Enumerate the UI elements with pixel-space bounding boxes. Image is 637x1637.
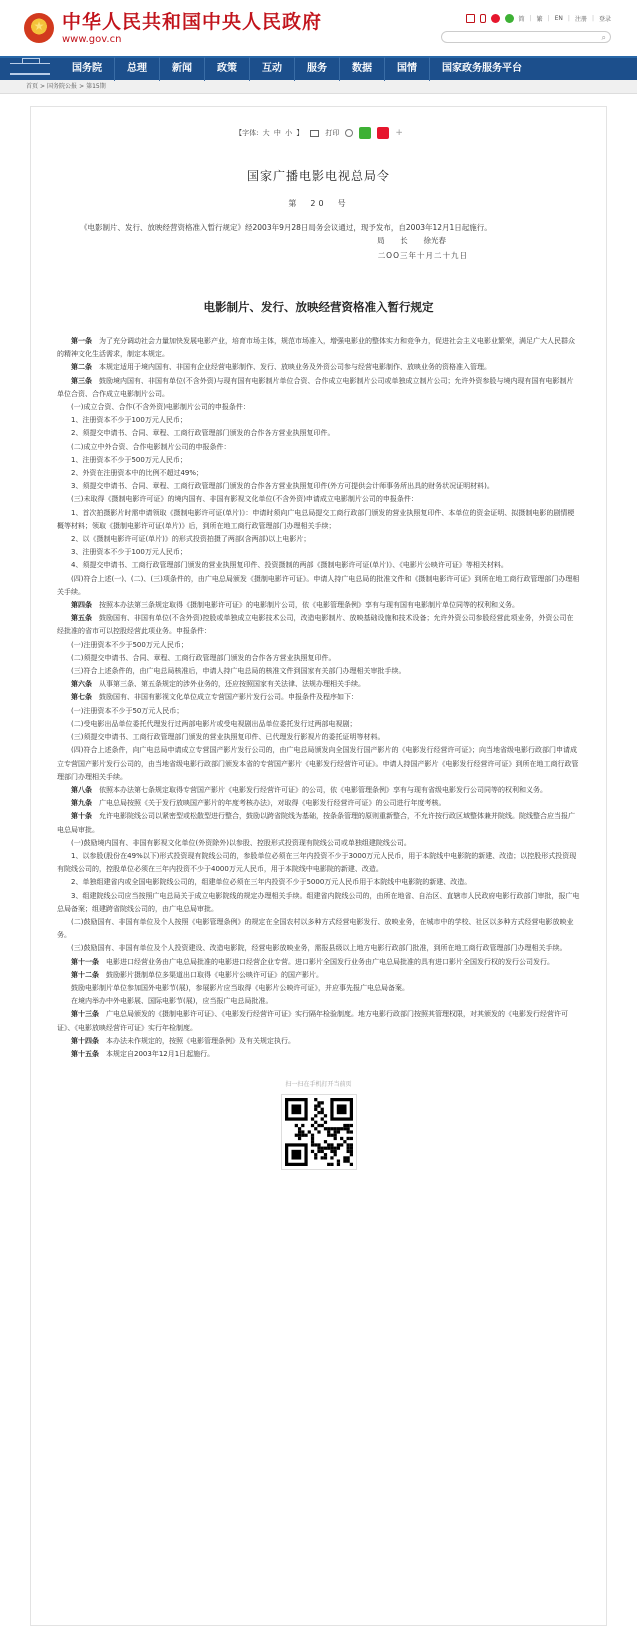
lang-simplified-link[interactable]: 简 bbox=[518, 16, 525, 23]
mail-icon[interactable] bbox=[466, 14, 475, 23]
regulation-paragraph bbox=[57, 427, 580, 440]
nav-item-data[interactable]: 数据 bbox=[340, 57, 385, 81]
regulation-paragraph bbox=[57, 507, 580, 533]
paragraph-text: 依照本办法第七条规定取得专营国产影片《电影发行经营许可证》的公司，依《电影管理条例》享有与现有省级电影发行公司同等的权利和义务。 bbox=[99, 785, 547, 794]
regulation-paragraph bbox=[57, 956, 580, 969]
regulation-paragraph bbox=[57, 454, 580, 467]
regulation-paragraph bbox=[57, 797, 580, 810]
paragraph-text: (四)符合上述条件，向广电总局申请成立专营国产影片发行公司的，由广电总局颁发向全国发行国产影片的《电影发行经营许可证》；向当地省级电影行政部门申请成立专营国产影片发行公司的，由当地省级电影行政部门颁发本省的专营国产影片《电影发行经营许可证》。申请人持国产影片《电影发行经营许可证》到所在地工商行政管理部门办理相关手续。 bbox=[57, 746, 579, 781]
breadcrumb-separator: > bbox=[79, 83, 85, 90]
regulation-paragraph bbox=[57, 995, 580, 1008]
regulation-paragraph bbox=[57, 982, 580, 995]
regulation-paragraph bbox=[57, 665, 580, 678]
regulation-body bbox=[31, 335, 606, 1061]
paragraph-text: 1、以参股(股份在49%以下)形式投资现有院线公司的，参股单位必须在三年内投资不少于3000万元人民币，用于本院线中电影院的新建、改造；以控股形式投资现有院线公司的，控股单位必须在三年内投资不少于4000万元人民币，用于本院线中电影院的新建、改造。 bbox=[57, 851, 577, 874]
font-big-button[interactable]: 大 bbox=[262, 129, 270, 137]
paragraph-text: 本规定自2003年12月1日起施行。 bbox=[106, 1049, 215, 1058]
nav-item-national-info[interactable]: 国情 bbox=[385, 57, 430, 81]
paragraph-text: (一)注册资本不少于50万元人民币； bbox=[71, 706, 184, 715]
article-number: 第二条 bbox=[71, 363, 92, 372]
regulation-paragraph bbox=[57, 467, 580, 480]
order-date: 二OO三年十月二十九日 bbox=[377, 251, 468, 260]
regulation-paragraph bbox=[57, 493, 580, 506]
regulation-paragraph bbox=[57, 969, 580, 982]
article-card bbox=[30, 106, 607, 1626]
font-small-button[interactable]: 小 bbox=[285, 129, 293, 137]
more-share-icon[interactable]: + bbox=[395, 128, 403, 138]
qr-code-image bbox=[285, 1098, 353, 1166]
paragraph-text: (二)成立中外合资、合作电影制片公司的申报条件： bbox=[71, 442, 231, 451]
paragraph-text: 3、组建院线公司应当按照广电总局关于成立电影院线的规定办理相关手续。组建省内院线公司的，由所在地省、自治区、直辖市人民政府电影行政部门审批，报广电总局备案；组建跨省院线公司的，由广电总局审批。 bbox=[57, 891, 580, 913]
article-tools bbox=[31, 121, 606, 145]
font-size-selector bbox=[234, 128, 304, 138]
regulation-paragraph bbox=[57, 559, 580, 572]
nav-item-state-council[interactable]: 国务院 bbox=[60, 57, 115, 81]
article-number: 第六条 bbox=[71, 680, 92, 689]
register-link[interactable]: 注册 bbox=[574, 16, 587, 23]
regulation-paragraph bbox=[57, 414, 580, 427]
paragraph-text: 2、须提交申请书、合同、章程、工商行政管理部门颁发的合作各方营业执照复印件。 bbox=[71, 429, 335, 438]
regulation-paragraph bbox=[57, 612, 580, 638]
breadcrumb-separator: > bbox=[40, 83, 46, 90]
paragraph-text: 从事第三条、第五条规定的涉外业务的，还应按照国家有关法律、法规办理相关手续。 bbox=[99, 680, 365, 689]
nav-item-premier[interactable]: 总理 bbox=[115, 57, 160, 81]
paragraph-text: 鼓励国有、非国有影视文化单位成立专营国产影片发行公司。申报条件及程序如下： bbox=[99, 693, 358, 702]
regulation-paragraph bbox=[57, 401, 580, 414]
paragraph-text: 鼓励电影制片单位参加国外电影节(展)，参展影片应当取得《电影片公映许可证》，并应事先报广电总局备案。 bbox=[71, 983, 409, 992]
font-label: 【字体: bbox=[235, 129, 259, 137]
regulation-paragraph bbox=[57, 837, 580, 850]
weibo-share-icon[interactable] bbox=[377, 127, 389, 139]
regulation-paragraph bbox=[57, 361, 580, 374]
paragraph-text: (四)符合上述(一)、(二)、(三)项条件的，由广电总局颁发《摄制电影许可证》。申请人持广电总局的批准文件和《摄制电影许可证》到所在地工商行政管理部门办理相关手续。 bbox=[57, 574, 580, 596]
article-number: 第一条 bbox=[71, 337, 92, 345]
article-number: 第九条 bbox=[71, 799, 92, 808]
paragraph-text: 允许电影院线公司以紧密型或松散型进行整合，鼓励以跨省院线为基础，按条条管理的原则重新整合，不允许按行政区域整体兼并院线。院线整合应当报广电总局审批。 bbox=[57, 812, 575, 834]
weibo-icon[interactable] bbox=[491, 14, 500, 23]
paragraph-text: 4、须提交申请书、工商行政管理部门颁发的营业执照复印件、投资摄制的两部《摄制电影许可证(单片)》、《电影片公映许可证》等相关材料。 bbox=[71, 561, 508, 570]
regulation-paragraph bbox=[57, 691, 580, 704]
search-icon[interactable]: ⌕ bbox=[601, 33, 606, 42]
qr-label: 扫一扫在手机打开当前页 bbox=[285, 1081, 352, 1089]
regulation-paragraph bbox=[57, 639, 580, 652]
breadcrumb-issue[interactable]: 第15期 bbox=[86, 83, 106, 90]
order-title: 国家广播电影电视总局令 bbox=[246, 169, 390, 183]
article-number: 第十四条 bbox=[71, 1036, 99, 1045]
lang-english-link[interactable]: EN bbox=[554, 15, 563, 22]
article-number: 第十二条 bbox=[71, 970, 99, 979]
regulation-paragraph bbox=[57, 876, 580, 889]
regulation-paragraph bbox=[57, 850, 580, 876]
nav-item-interaction[interactable]: 互动 bbox=[250, 57, 295, 81]
site-header bbox=[0, 0, 637, 56]
regulation-paragraph bbox=[57, 546, 580, 559]
paragraph-text: 广电总局颁发的《摄制电影许可证》、《电影发行经营许可证》实行隔年检验制度。地方电影行政部门按照其管理权限，对其颁发的《电影发行经营许可证》、《电影放映经营许可证》实行年检制度。 bbox=[57, 1010, 568, 1032]
breadcrumb bbox=[0, 80, 637, 94]
regulation-paragraph bbox=[57, 744, 580, 784]
article-number: 第十三条 bbox=[71, 1010, 99, 1019]
paragraph-text: 2、外资在注册资本中的比例不超过49%； bbox=[71, 469, 204, 478]
regulation-title: 电影制片、发行、放映经营资格准入暂行规定 bbox=[203, 300, 434, 314]
paragraph-text: 3、注册资本不少于100万元人民币； bbox=[71, 548, 187, 557]
article-number: 第十一条 bbox=[71, 957, 99, 966]
regulation-paragraph bbox=[57, 533, 580, 546]
paragraph-text: 在境内举办中外电影展、国际电影节(展)，应当报广电总局批准。 bbox=[71, 997, 273, 1006]
paragraph-text: 鼓励国有、非国有单位(不含外资)控股或单独成立电影技术公司，改造电影制片、放映基础设施和技术设备；允许外资公司参股经营此项业务，外资公司在经批准的省市可以控股经营此项业务。申报条件： bbox=[57, 614, 574, 636]
paragraph-text: 3、须提交申请书、合同、章程、工商行政管理部门颁发的合作各方营业执照复印件(外方可提供会计师事务所出具的财务状况证明材料)。 bbox=[71, 482, 494, 491]
paragraph-text: (三)未取得《摄制电影许可证》的境内国有、非国有影视文化单位(不含外资)申请成立电影制片公司的申报条件： bbox=[71, 495, 418, 504]
regulation-paragraph bbox=[57, 718, 580, 731]
national-emblem-icon bbox=[24, 13, 54, 43]
article-number: 第八条 bbox=[71, 785, 92, 794]
wechat-share-icon[interactable] bbox=[359, 127, 371, 139]
paragraph-text: (三)鼓励国有、非国有单位及个人投资建设、改造电影院，经营电影放映业务，需报县级以上地方电影行政部门批准，到所在地工商行政管理部门办理相关手续。 bbox=[71, 944, 567, 953]
article-number: 第三条 bbox=[71, 376, 92, 385]
font-mid-button[interactable]: 中 bbox=[273, 129, 281, 137]
regulation-paragraph bbox=[57, 810, 580, 836]
paragraph-text: 2、以《摄制电影许可证(单片)》的形式投资拍摄了两部(含两部)以上电影片； bbox=[71, 535, 311, 544]
regulation-paragraph bbox=[57, 480, 580, 493]
article-number: 第七条 bbox=[71, 693, 92, 702]
paragraph-text: (一)成立合资、合作(不含外资)电影制片公司的申报条件： bbox=[71, 403, 250, 412]
paragraph-text: 为了充分调动社会力量加快发展电影产业，培育市场主体，规范市场准入，增强电影业的整体实力和竞争力，促进社会主义电影业繁荣，满足广大人民群众的精神文化生活需求，制定本规定。 bbox=[57, 337, 575, 359]
regulation-paragraph bbox=[57, 678, 580, 691]
regulation-paragraph bbox=[57, 731, 580, 744]
nav-item-service-platform[interactable]: 国家政务服务平台 bbox=[442, 63, 522, 74]
order-intro: 《电影制片、发行、放映经营资格准入暂行规定》经2003年9月28日局务会议通过，现予发布，自2003年12月1日起施行。 bbox=[80, 223, 492, 232]
search-input[interactable] bbox=[441, 31, 611, 43]
article-number: 第五条 bbox=[71, 614, 92, 623]
regulation-paragraph bbox=[57, 1048, 580, 1061]
paragraph-text: 本规定适用于境内国有、非国有企业经营电影制作、发行、放映业务及外资公司参与经营电影制作、放映业务的资格准入管理。 bbox=[99, 363, 491, 372]
regulation-paragraph bbox=[57, 375, 580, 401]
paragraph-text: 1、注册资本不少于500万元人民币； bbox=[71, 455, 187, 464]
signer-name: 徐光春 bbox=[423, 236, 446, 245]
regulation-paragraph bbox=[57, 599, 580, 612]
regulation-paragraph bbox=[57, 573, 580, 599]
site-url: www.gov.cn bbox=[62, 34, 122, 45]
nav-item-news[interactable]: 新闻 bbox=[160, 57, 205, 81]
wechat-icon[interactable] bbox=[505, 14, 514, 23]
paragraph-text: (二)须提交申请书、合同、章程、工商行政管理部门颁发的合作各方营业执照复印件。 bbox=[71, 653, 336, 662]
site-title: 中华人民共和国中央人民政府 bbox=[62, 11, 323, 33]
paragraph-text: (二)鼓励国有、非国有单位及个人按照《电影管理条例》的规定在全国农村以多种方式经营电影发行、放映业务，在城市中的学校、社区以多种方式经营电影放映业务。 bbox=[57, 917, 574, 940]
regulation-paragraph bbox=[57, 942, 580, 955]
paragraph-text: (一)鼓励境内国有、非国有影视文化单位(外资除外)以参股、控股形式投资现有院线公司或单独组建院线公司。 bbox=[71, 838, 411, 847]
nav-item-services[interactable]: 服务 bbox=[295, 57, 340, 81]
regulation-paragraph bbox=[57, 652, 580, 665]
signer-role: 局 长 bbox=[377, 236, 412, 245]
paragraph-text: (二)受电影出品单位委托代理发行过两部电影片或受电视剧出品单位委托发行过两部电视剧； bbox=[71, 719, 357, 728]
signer bbox=[31, 234, 606, 247]
regulation-paragraph bbox=[57, 916, 580, 942]
article-number: 第十五条 bbox=[71, 1049, 99, 1058]
article-number: 第十条 bbox=[71, 812, 92, 821]
regulation-paragraph bbox=[57, 335, 580, 361]
mobile-icon[interactable] bbox=[480, 14, 486, 23]
breadcrumb-gazette[interactable]: 国务院公报 bbox=[47, 83, 78, 90]
top-right-tools: 简 | 繁 | EN | 注册 | 登录 ⌕ bbox=[441, 14, 611, 43]
print-icon[interactable] bbox=[310, 130, 319, 137]
breadcrumb-home[interactable]: 首页 bbox=[26, 83, 39, 90]
paragraph-text: 1、注册资本不少于100万元人民币； bbox=[71, 416, 187, 425]
print-button[interactable]: 打印 bbox=[325, 129, 340, 137]
font-label-end: 】 bbox=[296, 129, 304, 137]
login-link[interactable]: 登录 bbox=[598, 16, 611, 23]
paragraph-text: 按照本办法第三条规定取得《摄制电影许可证》的电影制片公司，依《电影管理条例》享有与现有国有电影制片单位同等的权利和义务。 bbox=[99, 601, 519, 610]
regulation-paragraph bbox=[57, 1035, 580, 1048]
paragraph-text: 1、首次拍摄影片时需申请领取《摄制电影许可证(单片)》：申请时须向广电总局提交工商行政部门颁发的营业执照复印件、本单位的资金证明、拟摄制电影的剧情梗概等材料；领取《摄制电影许可证(单片)》后，到所在地工商行政管理部门办理相关手续； bbox=[57, 508, 575, 530]
regulation-paragraph bbox=[57, 441, 580, 454]
brand[interactable] bbox=[62, 11, 322, 45]
nav-item-policy[interactable]: 政策 bbox=[205, 57, 250, 81]
paragraph-text: (三)符合上述条件的，由广电总局核准后，申请人持广电总局的核准文件到国家有关部门办理相关审批手续。 bbox=[71, 667, 406, 676]
paragraph-text: 鼓励境内国有、非国有单位(不含外资)与现有国有电影制片单位合资、合作成立电影制片公司或单独成立制片公司；允许外资参股与境内现有国有电影制片单位合资、合作成立电影制片公司。 bbox=[57, 376, 574, 398]
article-number: 第四条 bbox=[71, 601, 92, 610]
nav-building-icon bbox=[0, 57, 60, 81]
main-nav bbox=[0, 56, 637, 80]
regulation-paragraph bbox=[57, 1008, 580, 1034]
qr-code bbox=[281, 1094, 357, 1170]
paragraph-text: 本办法未作规定的，按照《电影管理条例》及有关规定执行。 bbox=[106, 1036, 295, 1045]
regulation-paragraph bbox=[57, 705, 580, 718]
paragraph-text: 鼓励影片摄制单位多渠道出口取得《电影片公映许可证》的国产影片。 bbox=[106, 970, 323, 979]
paragraph-text: 电影进口经营业务由广电总局批准的电影进口经营企业专营。进口影片全国发行业务由广电总局批准的具有进口影片全国发行权的发行公司发行。 bbox=[106, 957, 554, 966]
order-number: 第 20 号 bbox=[288, 199, 349, 208]
paragraph-text: 广电总局按照《关于发行放映国产影片的年度考核办法》，对取得《电影发行经营许可证》的公司进行年度考核。 bbox=[99, 799, 446, 808]
lang-traditional-link[interactable]: 繁 bbox=[536, 16, 543, 23]
regulation-paragraph bbox=[57, 784, 580, 797]
paragraph-text: (三)须提交申请书、工商行政管理部门颁发的营业执照复印件、已代理发行影视片的委托证明等材料。 bbox=[71, 733, 385, 742]
paragraph-text: 2、单独组建省内或全国电影院线公司的，组建单位必须在三年内投资不少于5000万元人民币用于本院线中电影院的新建、改造。 bbox=[71, 878, 472, 887]
regulation-paragraph bbox=[57, 890, 580, 916]
share-icon[interactable] bbox=[345, 129, 353, 137]
paragraph-text: (一)注册资本不少于500万元人民币； bbox=[71, 640, 188, 649]
